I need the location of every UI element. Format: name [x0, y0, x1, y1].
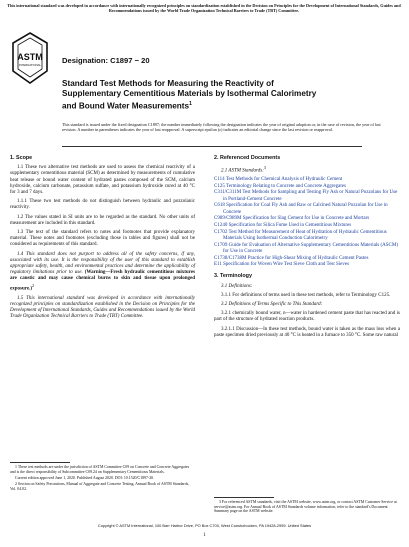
reference-item[interactable]: [214, 203, 400, 215]
svg-text:INTERNATIONAL: INTERNATIONAL: [18, 63, 42, 67]
reference-title[interactable]: Specification for Slag Cement for Use in Concrete and Mortars: [242, 216, 370, 222]
astm-standards-intro: [214, 165, 400, 175]
development-notice: This international standard was developed in accordance with internationally recognized principles on standardization established in the Decision on Principles for the Development of International Standards, Guides and Recommendations issued by the World Trade Organization Technical Barriers to Trade (TBT) Committee.: [7, 3, 401, 13]
footnote-rule-left: [10, 462, 70, 463]
reference-code[interactable]: C125: [214, 183, 225, 189]
reference-item[interactable]: [214, 177, 400, 183]
scope-1-4-text: 1.4 This standard does not purport to address all of the safety concerns, if any, associated with its use. It is the responsibility of the user of this standard to establish appropriate safety, health, and environmental practices and determine the applicability of regulatory limitations prior to use.: [10, 251, 195, 276]
astm-logo-icon: [10, 31, 50, 85]
footnote-1b: Current edition approved June 1, 2020. Published August 2020. DOI: 10.1520/C1897-20.: [15, 475, 155, 480]
astm-standards-label: 2.1 ASTM Standards:: [221, 168, 264, 174]
scope-1-1: 1.1 These two alternative test methods are used to assess the chemical reactivity of a supplementary cementitious material (SCM) as determined by measurements of cumulative heat release or bound water content of hydrated pastes composed of the SCM, calcium hydroxide, calcium carbonate, potassium sulfate, and potassium hydroxide cured at 40 °C for 3 and 7 days.: [10, 165, 195, 196]
term-3-2: 3.2 Definitions of Terms Specific to This Standard:: [221, 302, 323, 308]
left-column: [10, 155, 195, 323]
right-column: [214, 155, 400, 342]
references-heading: 2. Referenced Documents: [214, 155, 281, 161]
svg-text:ASTM: ASTM: [17, 52, 43, 62]
reference-code[interactable]: C311/C311M: [214, 190, 242, 196]
reference-title[interactable]: Specification for Coal Fly Ash and Raw or Calcined Natural Pozzolan for Use in Concrete: [223, 203, 388, 215]
footnote-1: 1 These test methods are under the jurisdiction of ASTM Committee C09 on Concrete and Concrete Aggregates and is the direct responsibility of Subcommittee C09.24 on Supplementary Cementitious Materials.: [10, 465, 190, 474]
reference-title[interactable]: Practice for High-Shear Mixing of Hydraulic Cement Pastes: [247, 255, 369, 261]
page-number: 1: [203, 533, 206, 538]
reference-title[interactable]: Specification for Woven Wire Test Sieve Cloth and Test Sieves: [223, 262, 350, 268]
reference-item[interactable]: [214, 216, 400, 222]
reference-code[interactable]: C1738/C1738M: [214, 255, 247, 261]
document-title: [62, 79, 322, 112]
title-footnote-marker: 1: [189, 101, 192, 108]
reference-item[interactable]: [214, 190, 400, 202]
scope-warning: (Warning—Fresh hydraulic cementitious mixtures are caustic and may cause chemical burns to skin and tissue upon prolonged exposure.): [10, 270, 196, 292]
reference-title[interactable]: Specification for Silica Fume Used in Cementitious Mixtures: [228, 222, 352, 228]
term-3-2-1-1: 3.2.1.1 Discussion—In these test methods, bound water is taken as the mass loss when a paste specimen dried previously at 40 °C is heated in a furnace to 350 °C. Some raw natural: [214, 326, 400, 338]
designation: Designation: C1897 − 20: [62, 56, 150, 65]
copyright-footer: Copyright © ASTM International, 100 Barr Harbor Drive, PO Box C700, West Conshohocken, PA 19428-2959. United States: [97, 523, 312, 528]
reference-item[interactable]: [214, 230, 400, 242]
reference-title[interactable]: Guide for Evaluation of Alternative Supplementary Cementitious Materials (ASCM) for Use in Concrete: [223, 242, 399, 254]
reference-code[interactable]: C114: [214, 177, 225, 183]
reference-code[interactable]: C1702: [214, 229, 228, 235]
reference-code[interactable]: C1709: [214, 242, 228, 248]
reference-code[interactable]: C989/C989M: [214, 216, 242, 222]
footnotes-right: [214, 500, 400, 516]
scope-heading: 1. Scope: [10, 155, 33, 161]
title-text: Standard Test Methods for Measuring the Reactivity of Supplementary Cementitious Materials by Isothermal Calorimetry and Bound Water Measurements: [62, 79, 317, 112]
scope-1-2: 1.2 The values stated in SI units are to be regarded as the standard. No other units of measurement are included in this standard.: [10, 214, 195, 226]
footnote-3: 3 For referenced ASTM standards, visit the ASTM website, www.astm.org, or contact ASTM Customer Service at service@astm.org. For Annual Book of ASTM Standards volume information, refer to the standard's Document Summary page on the ASTM website.: [214, 500, 397, 514]
reference-code[interactable]: C618: [214, 203, 225, 209]
scope-1-1-1: 1.1.1 These two test methods do not distinguish between hydraulic and pozzolanic reactivity.: [10, 199, 195, 211]
reference-code[interactable]: E11: [214, 262, 222, 268]
scope-1-5: 1.5 This international standard was developed in accordance with internationally recognized principles on standardization established in the Decision on Principles for the Development of International Standards, Guides and Recommendations issued by the World Trade Organization Technical Barriers to Trade (TBT) Committee.: [10, 295, 195, 320]
reference-list: [214, 177, 400, 268]
footnotes-left: [10, 465, 195, 493]
reference-item[interactable]: [214, 184, 400, 190]
footnote-2: 2 Section on Safety Precautions, Manual of Aggregate and Concrete Testing, Annual Book of ASTM Standards, Vol. 04.02.: [10, 482, 190, 491]
term-3-1: 3.1 Definitions:: [221, 283, 253, 289]
footnote-rule-right: [214, 497, 274, 498]
standard-note: This standard is issued under the fixed designation C1897; the number immediately following the designation indicates the year of original adoption or, in the case of revision, the year of last revision. A number in parentheses indicates the year of last reapproval. A superscript epsilon (ε) indicates an editorial change since the last revision or reapproval.: [62, 122, 381, 133]
term-3-1-1: 3.1.1 For definitions of terms used in these test methods, refer to Terminology C125.: [221, 292, 391, 298]
warning-footnote-marker: 2: [32, 282, 35, 288]
references-footnote-marker: 3: [263, 165, 266, 171]
reference-item[interactable]: [214, 223, 400, 229]
reference-item[interactable]: [214, 262, 400, 268]
reference-item[interactable]: [214, 256, 400, 262]
reference-title[interactable]: Test Method for Measurement of Heat of Hydration of Hydraulic Cementitious Materials Using Isothermal Conduction Calorimetry: [223, 229, 387, 241]
reference-title[interactable]: Terminology Relating to Concrete and Concrete Aggregates: [226, 183, 346, 189]
reference-item[interactable]: [214, 243, 400, 255]
term-3-2-1: 3.2.1 chemically bound water, n—water in hardened cement paste that has reacted and is part of the structure of hydrated reaction products.: [214, 311, 400, 323]
terminology-heading: 3. Terminology: [214, 273, 252, 280]
header-divider: [62, 146, 362, 147]
reference-title[interactable]: Test Methods for Sampling and Testing Fly Ash or Natural Pozzolans for Use in Portland-Cement Concrete: [223, 190, 398, 202]
reference-code[interactable]: C1240: [214, 222, 228, 228]
reference-title[interactable]: Test Methods for Chemical Analysis of Hydraulic Cement: [225, 177, 343, 183]
scope-1-3: 1.3 The text of the standard refers to notes and footnotes that provide explanatory material. These notes and footnotes (excluding those in tables and figures) shall not be considered as requirements of this standard.: [10, 230, 195, 248]
scope-1-4: [10, 252, 195, 293]
